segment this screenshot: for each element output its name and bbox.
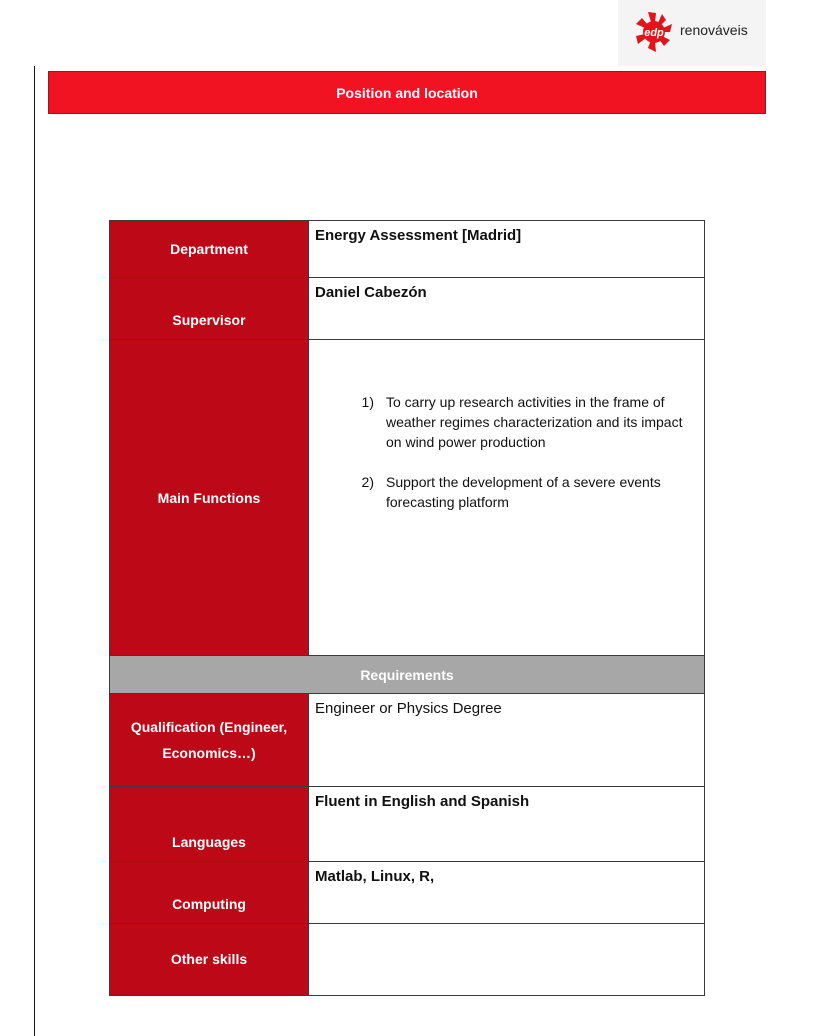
department-label: Department bbox=[110, 221, 309, 278]
table-row-requirements bbox=[110, 656, 705, 694]
qualification-value: Engineer or Physics Degree bbox=[309, 694, 705, 787]
languages-label: Languages bbox=[110, 787, 309, 861]
section-banner bbox=[48, 71, 766, 114]
table-row-qualification bbox=[110, 694, 705, 787]
list-item bbox=[315, 392, 688, 452]
list-item-text: Support the development of a severe events forecasting platform bbox=[386, 474, 661, 511]
table-row-computing bbox=[110, 861, 705, 923]
list-item-text: To carry up research activities in the frame of weather regimes characterization and its impact on wind power production bbox=[386, 394, 683, 451]
other-skills-label: Other skills bbox=[110, 923, 309, 995]
computing-label: Computing bbox=[110, 861, 309, 923]
supervisor-label: Supervisor bbox=[110, 278, 309, 340]
supervisor-value: Daniel Cabezón bbox=[309, 278, 705, 340]
table-row-department bbox=[110, 221, 705, 278]
list-item-number: 2) bbox=[361, 474, 374, 491]
logo-text: renováveis bbox=[680, 22, 748, 38]
main-functions-label: Main Functions bbox=[110, 340, 309, 656]
svg-text:edp: edp bbox=[644, 27, 664, 39]
table-row-other-skills bbox=[110, 923, 705, 995]
position-table bbox=[109, 220, 705, 996]
qualification-label: Qualification (Engineer, Economics…) bbox=[110, 694, 309, 787]
other-skills-value bbox=[309, 923, 705, 995]
functions-list bbox=[315, 392, 688, 512]
banner-title: Position and location bbox=[336, 84, 478, 101]
left-margin-rule bbox=[34, 66, 35, 1036]
languages-value: Fluent in English and Spanish bbox=[309, 787, 705, 861]
list-item-number: 1) bbox=[361, 394, 374, 411]
department-value: Energy Assessment [Madrid] bbox=[309, 221, 705, 278]
table-row-main-functions bbox=[110, 340, 705, 656]
edp-logo-icon bbox=[632, 10, 676, 54]
edp-logo bbox=[618, 0, 766, 66]
computing-value: Matlab, Linux, R, bbox=[309, 861, 705, 923]
table-row-supervisor bbox=[110, 278, 705, 340]
requirements-header: Requirements bbox=[110, 656, 705, 694]
list-item bbox=[315, 472, 688, 512]
main-functions-value bbox=[309, 340, 705, 656]
table-row-languages bbox=[110, 787, 705, 861]
